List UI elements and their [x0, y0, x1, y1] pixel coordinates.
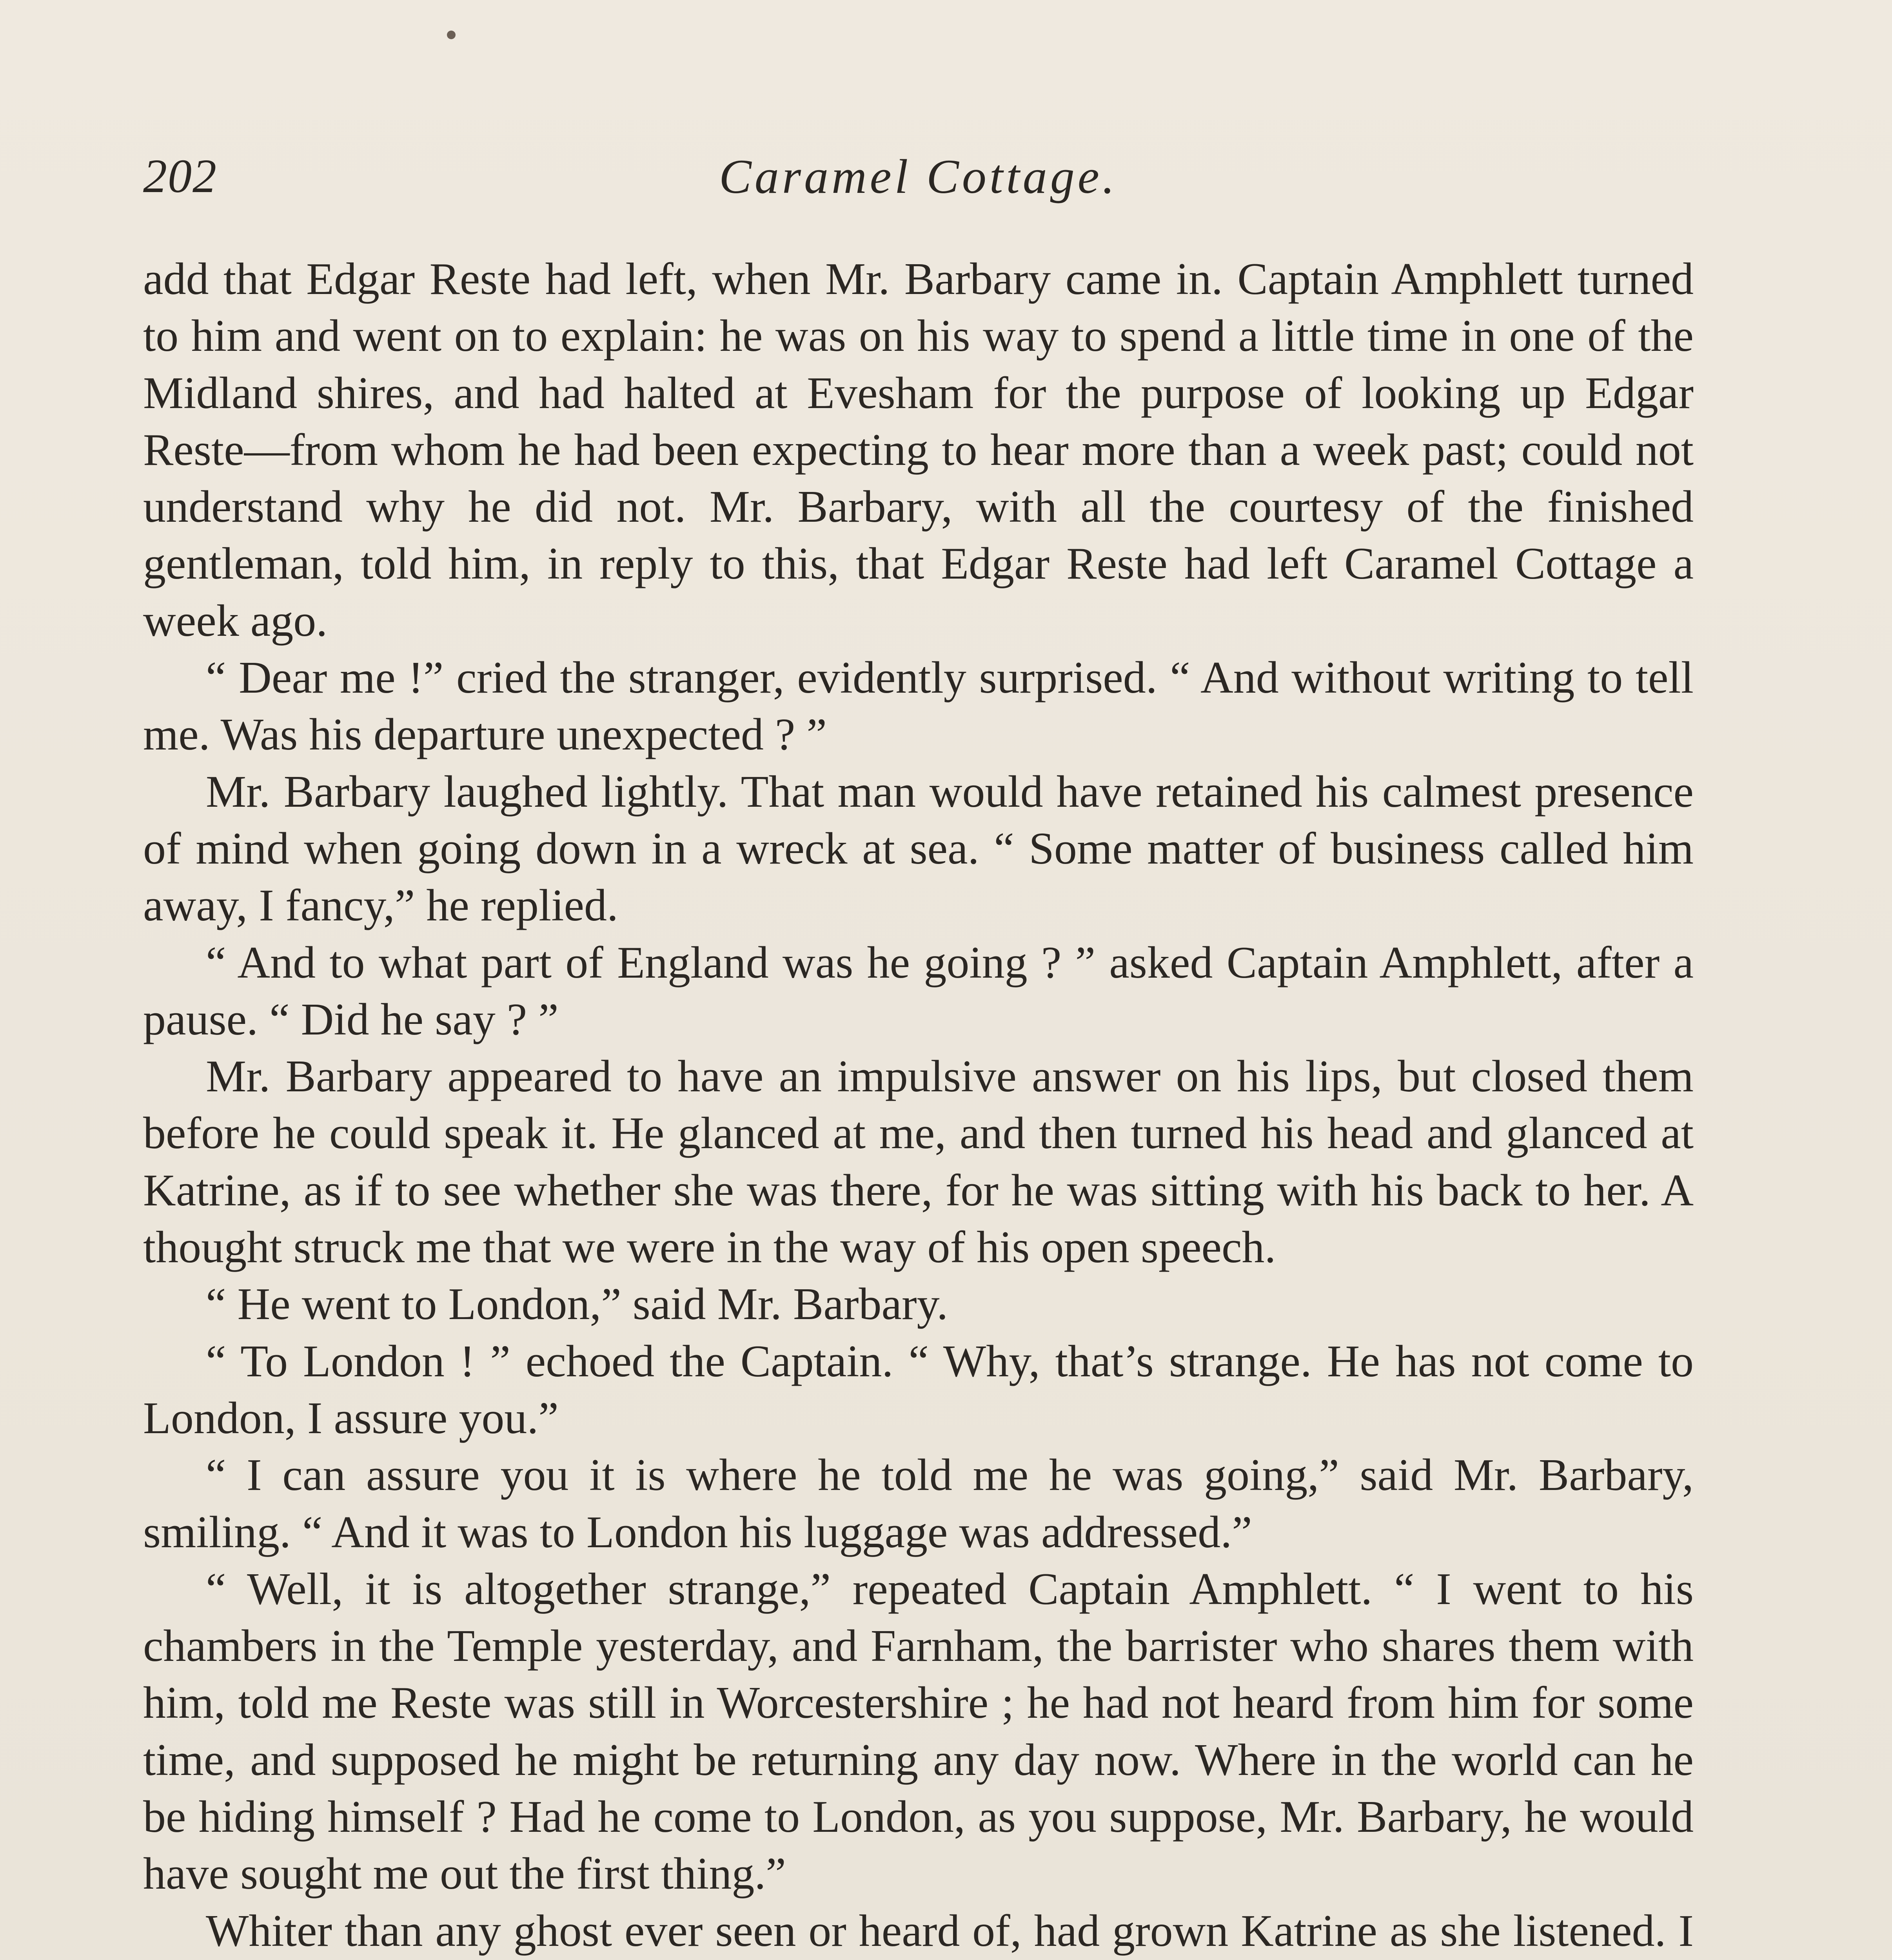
ink-speck [447, 31, 456, 39]
page-header [143, 149, 1694, 212]
paragraph: “ Dear me !” cried the stranger, evidently surprised. “ And without writing to tell me. Was his departure unexpected ? ” [143, 653, 1694, 760]
paragraph: Mr. Barbary laughed lightly. That man would have retained his calmest presence of mind when going down in a wreck at sea. “ Some matter of business called him away, I fancy,” he replied. [143, 766, 1694, 931]
body-text [143, 251, 1694, 1960]
paragraph: Mr. Barbary appeared to have an impulsive answer on his lips, but closed them before he could speak it. He glanced at me, and then turned his head and glanced at Katrine, as if to see whether she was there, for he was sitting with his back to her. A thought struck me that we were in the way of his open speech. [143, 1051, 1694, 1273]
paragraph: “ I can assure you it is where he told me he was going,” said Mr. Barbary, smiling. “ And it was to London his luggage was addressed.” [143, 1450, 1694, 1557]
paragraph: “ He went to London,” said Mr. Barbary. [206, 1279, 948, 1330]
running-title: Caramel Cottage. [719, 150, 1118, 203]
paragraph: add that Edgar Reste had left, when Mr. Barbary came in. Captain Amphlett turned to him and went on to explain: he was on his way to spend a little time in one of the Midland shires, and had halted at Evesham for the purpose of looking up Edgar Reste—from whom he had been expecting to hear more than a week past; could not understand why he did not. Mr. Barbary, with all the courtesy of the finished gentleman, told him, in reply to this, that Edgar Reste had left Caramel Cottage a week ago. [143, 254, 1694, 646]
paragraph: “ Well, it is altogether strange,” repeated Captain Amphlett. “ I went to his chambers in the Temple yesterday, and Farnham, the barrister who shares them with him, told me Reste was still in Worcestershire ; he had not heard from him for some time, and supposed he might be returning any day now. Where in the world can he be hiding himself ? Had he come to London, as you suppose, Mr. Barbary, he would have sought me out the first thing.” [143, 1564, 1694, 1899]
paragraph: “ And to what part of England was he going ? ” asked Captain Amphlett, after a pause. “ Did he say ? ” [143, 937, 1694, 1045]
paragraph: Whiter than any ghost ever seen or heard of, had grown Katrine as she listened. I [206, 1906, 1694, 1956]
page-number: 202 [143, 150, 217, 203]
paragraph: “ To London ! ” echoed the Captain. “ Why, that’s strange. He has not come to London, I assure you.” [143, 1336, 1694, 1443]
